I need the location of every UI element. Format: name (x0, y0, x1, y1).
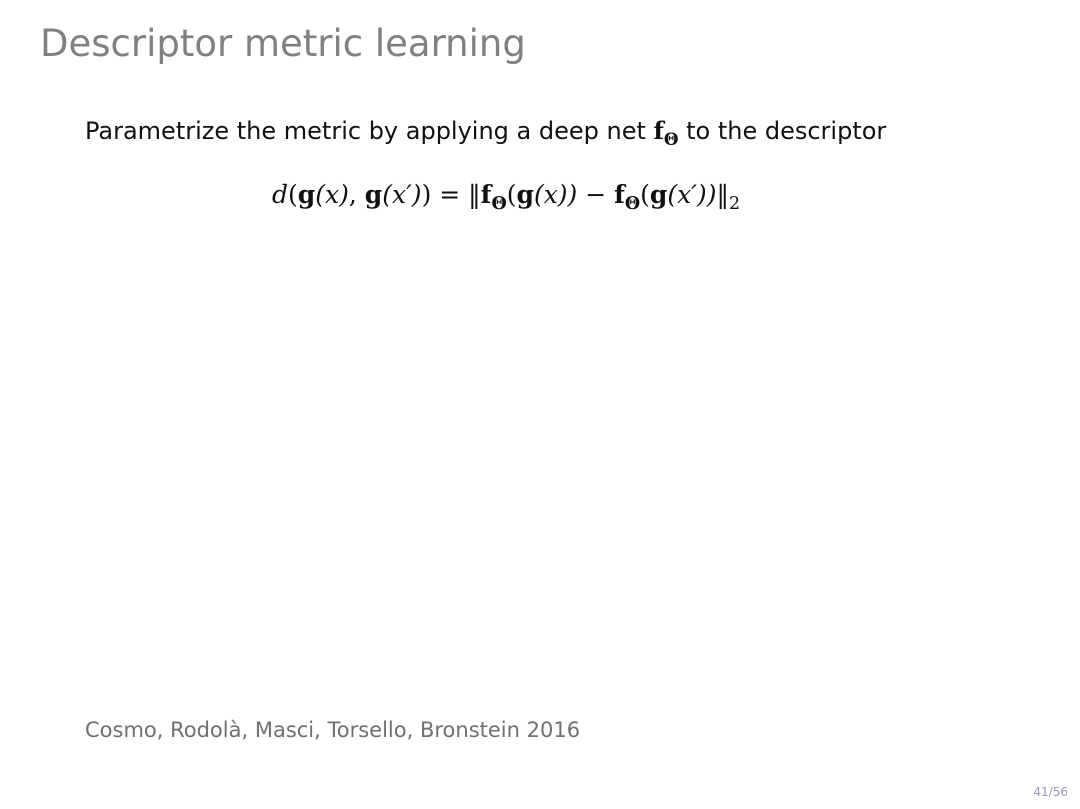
citation: Cosmo, Rodolà, Masci, Torsello, Bronstein 2016 (85, 718, 581, 742)
eq-arg1-open: ( (506, 180, 517, 209)
eq-f2-sub: Θ (624, 194, 641, 215)
distance-equation (272, 180, 741, 215)
eq-norm-sub: 2 (728, 194, 741, 215)
eq-d: d (272, 180, 289, 209)
slide-title: Descriptor metric learning (40, 22, 526, 65)
eq-g4: g (649, 180, 668, 209)
eq-equals: = ‖ (431, 180, 481, 209)
net-subscript: Θ (663, 128, 679, 149)
eq-g2: g (364, 180, 383, 209)
eq-g3: g (516, 180, 534, 209)
eq-x2: (x′) (382, 180, 422, 209)
eq-close: ) (421, 180, 432, 209)
body-text-after: to the descriptor (678, 117, 887, 145)
eq-open: ( (288, 180, 298, 209)
eq-f1-sub: Θ (491, 194, 507, 215)
eq-x1: (x) (315, 180, 349, 209)
body-text-before: Parametrize the metric by applying a deep net (85, 117, 654, 145)
eq-f2: f (614, 180, 625, 209)
eq-arg2-inner: (x′)) (667, 180, 717, 209)
eq-norm-close: ‖ (716, 180, 729, 209)
eq-arg1-inner: (x)) (533, 180, 578, 209)
eq-minus: − (577, 180, 615, 209)
body-sentence (85, 116, 887, 149)
eq-f1: f (480, 180, 492, 209)
eq-arg2-open: ( (640, 180, 650, 209)
eq-g1: g (297, 180, 316, 209)
net-symbol: f (653, 116, 664, 145)
page-number[interactable]: 41/56 (1033, 785, 1068, 799)
eq-comma: , (348, 180, 365, 209)
